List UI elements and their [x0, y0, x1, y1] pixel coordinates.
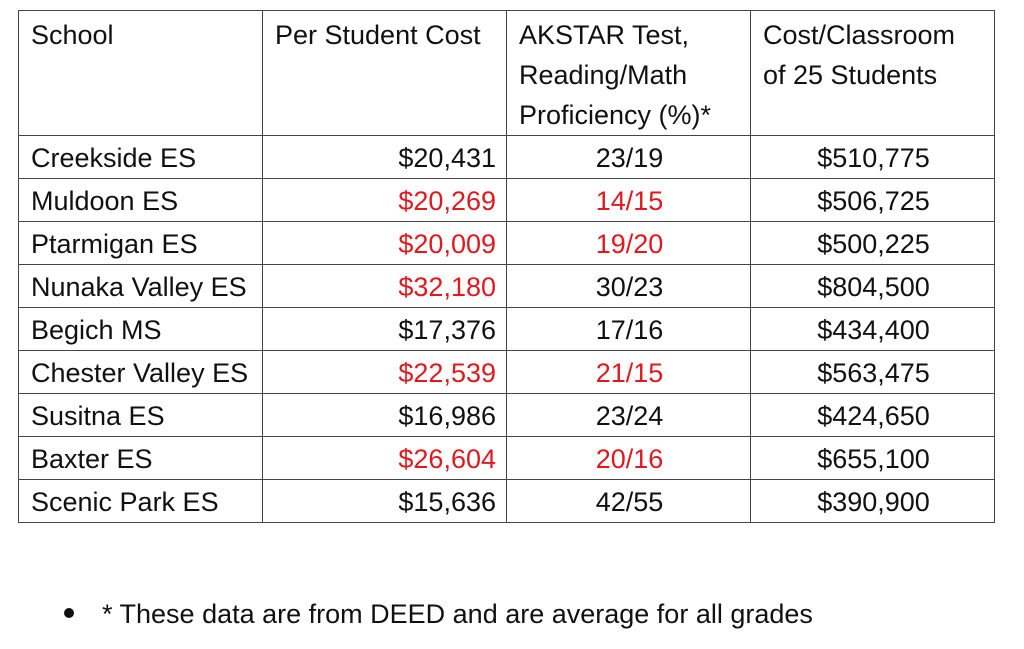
table-row — [19, 437, 995, 480]
cell-per-student-cost: $20,431 — [263, 136, 507, 179]
cell-per-student-cost: $20,269 — [263, 179, 507, 222]
table-row — [19, 265, 995, 308]
cell-proficiency: 23/19 — [507, 136, 751, 179]
table-row — [19, 179, 995, 222]
bullet-icon — [64, 608, 74, 618]
cell-classroom-cost: $655,100 — [751, 437, 995, 480]
cell-school: Muldoon ES — [19, 179, 263, 222]
cell-school: Begich MS — [19, 308, 263, 351]
table-row — [19, 480, 995, 523]
cell-proficiency: 23/24 — [507, 394, 751, 437]
footnote — [64, 596, 813, 632]
table-row — [19, 308, 995, 351]
cell-proficiency: 30/23 — [507, 265, 751, 308]
cell-school: Ptarmigan ES — [19, 222, 263, 265]
cell-per-student-cost: $32,180 — [263, 265, 507, 308]
cell-school: Chester Valley ES — [19, 351, 263, 394]
table-row — [19, 222, 995, 265]
cell-per-student-cost: $16,986 — [263, 394, 507, 437]
cell-school: Baxter ES — [19, 437, 263, 480]
cell-proficiency: 21/15 — [507, 351, 751, 394]
cell-classroom-cost: $563,475 — [751, 351, 995, 394]
header-cost-per-classroom: Cost/Classroom of 25 Students — [751, 11, 995, 136]
header-row — [19, 11, 995, 136]
cell-classroom-cost: $500,225 — [751, 222, 995, 265]
footnote-text: * These data are from DEED and are average for all grades — [102, 599, 813, 629]
table-row — [19, 351, 995, 394]
cell-per-student-cost: $15,636 — [263, 480, 507, 523]
cell-classroom-cost: $506,725 — [751, 179, 995, 222]
header-per-student-cost: Per Student Cost — [263, 11, 507, 136]
table-row — [19, 136, 995, 179]
header-school: School — [19, 11, 263, 136]
cell-school: Scenic Park ES — [19, 480, 263, 523]
cell-proficiency: 42/55 — [507, 480, 751, 523]
cell-classroom-cost: $390,900 — [751, 480, 995, 523]
cell-school: Creekside ES — [19, 136, 263, 179]
cell-classroom-cost: $804,500 — [751, 265, 995, 308]
cell-classroom-cost: $434,400 — [751, 308, 995, 351]
school-cost-table — [18, 10, 995, 523]
cell-proficiency: 19/20 — [507, 222, 751, 265]
cell-proficiency: 20/16 — [507, 437, 751, 480]
cell-per-student-cost: $22,539 — [263, 351, 507, 394]
cell-per-student-cost: $26,604 — [263, 437, 507, 480]
cell-proficiency: 14/15 — [507, 179, 751, 222]
cell-school: Susitna ES — [19, 394, 263, 437]
cell-classroom-cost: $424,650 — [751, 394, 995, 437]
cell-proficiency: 17/16 — [507, 308, 751, 351]
table-body — [19, 136, 995, 523]
cell-per-student-cost: $17,376 — [263, 308, 507, 351]
header-akstar-proficiency: AKSTAR Test, Reading/Math Proficiency (%)* — [507, 11, 751, 136]
table-row — [19, 394, 995, 437]
cell-per-student-cost: $20,009 — [263, 222, 507, 265]
cell-classroom-cost: $510,775 — [751, 136, 995, 179]
cell-school: Nunaka Valley ES — [19, 265, 263, 308]
